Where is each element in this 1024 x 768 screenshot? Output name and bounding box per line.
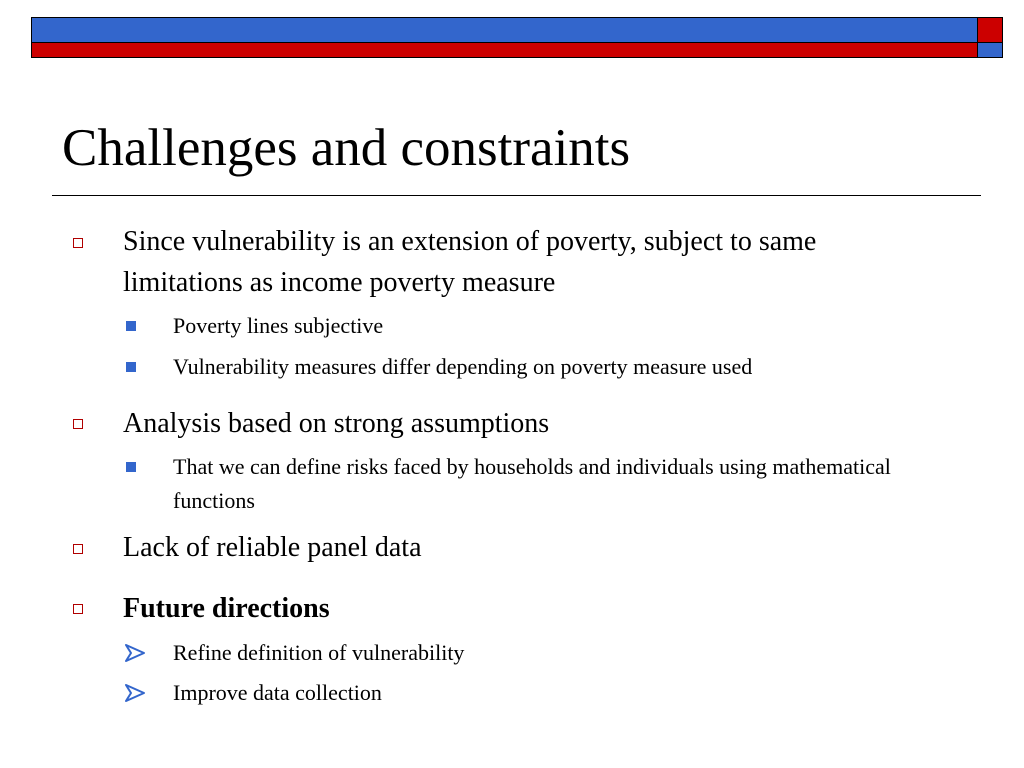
header-red-square bbox=[977, 17, 1003, 43]
filled-square-icon bbox=[126, 362, 136, 372]
hollow-square-icon bbox=[73, 604, 83, 614]
sub-bullet-item: Poverty lines subjective bbox=[173, 313, 384, 338]
sub-bullet-item: Improve data collection bbox=[173, 680, 382, 705]
slide-title: Challenges and constraints bbox=[62, 119, 631, 177]
bullet-item: Future directions bbox=[123, 593, 330, 624]
sub-bullet-item: That we can define risks faced by households and individuals using mathematical functions bbox=[173, 454, 891, 513]
filled-square-icon bbox=[126, 462, 136, 472]
hollow-square-icon bbox=[73, 544, 83, 554]
arrow-bullet-icon bbox=[124, 643, 146, 663]
title-divider bbox=[52, 195, 981, 196]
bullet-item: Analysis based on strong assumptions bbox=[123, 408, 550, 439]
filled-square-icon bbox=[126, 321, 136, 331]
sub-bullet-item: Refine definition of vulnerability bbox=[173, 640, 465, 665]
hollow-square-icon bbox=[73, 419, 83, 429]
hollow-square-icon bbox=[73, 238, 83, 248]
header-red-bar bbox=[31, 42, 978, 58]
arrow-bullet-icon bbox=[124, 683, 146, 703]
sub-bullet-item: Vulnerability measures differ depending on poverty measure used bbox=[173, 354, 753, 379]
bullet-item: Lack of reliable panel data bbox=[123, 532, 422, 563]
header-blue-bar bbox=[31, 17, 978, 43]
header-blue-square bbox=[977, 42, 1003, 58]
bullet-item: Since vulnerability is an extension of poverty, subject to same limitations as income poverty measure bbox=[123, 226, 817, 298]
